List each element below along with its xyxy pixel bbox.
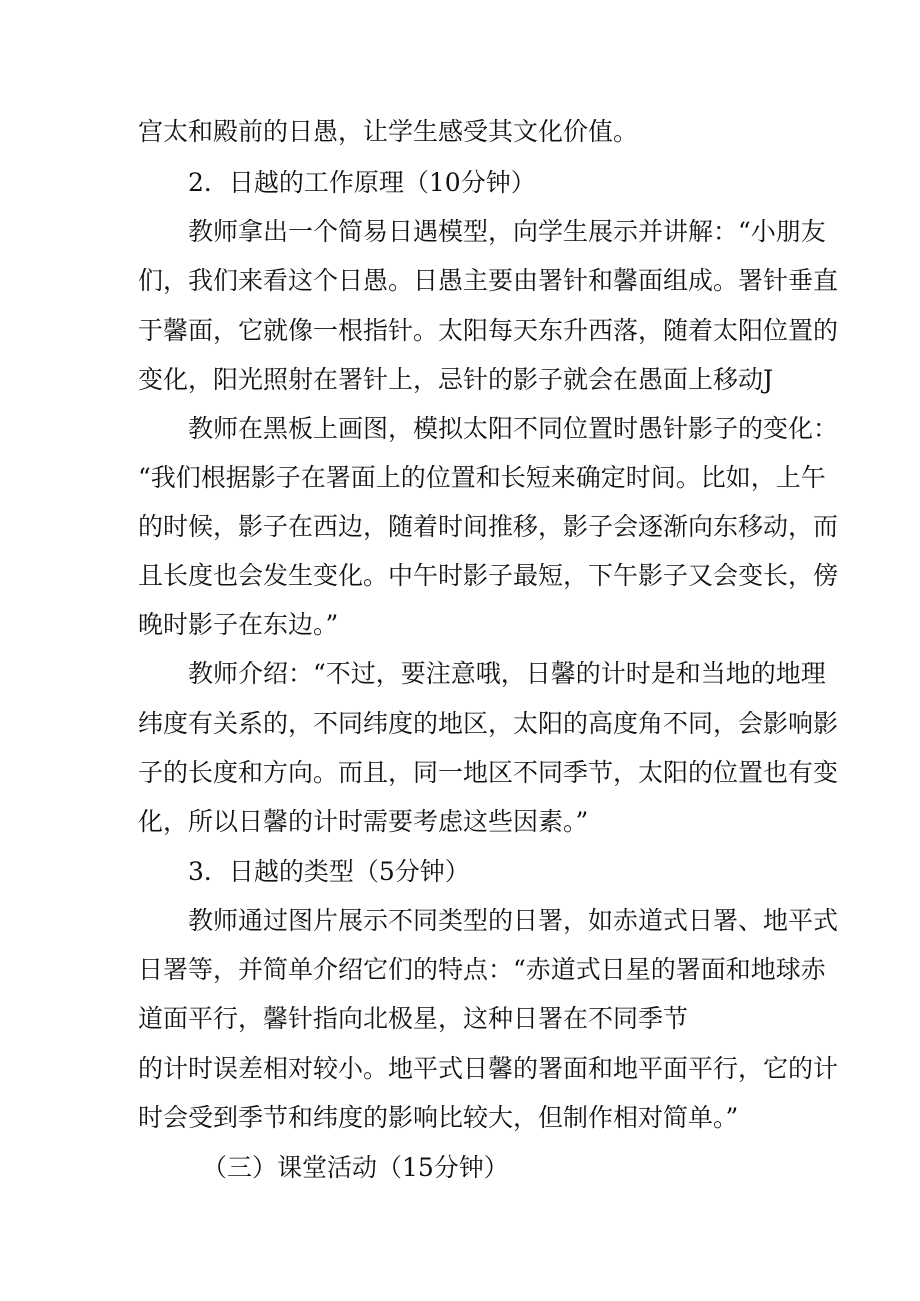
paragraph-line: 时会受到季节和纬度的影响比较大，但制作相对简单。”: [138, 1103, 739, 1132]
paragraph-line: “我们根据影子在署面上的位置和长短来确定时间。比如，上午: [138, 463, 826, 492]
paragraph-line: 变化，阳光照射在署针上，忌针的影子就会在愚面上移动J: [138, 365, 774, 394]
paragraph-line: 教师通过图片展示不同类型的日署，如赤道式日署、地平式: [188, 906, 839, 935]
paragraph-line: 纬度有关系的，不同纬度的地区，太阳的高度角不同，会影响影: [138, 709, 839, 738]
section-heading: 3．日越的类型（5分钟）: [188, 857, 470, 886]
paragraph-line: 教师在黑板上画图，模拟太阳不同位置时愚针影子的变化：: [188, 414, 839, 443]
paragraph-line: 且长度也会发生变化。中午时影子最短，下午影子又会变长，傍: [138, 561, 839, 590]
paragraph-line: 于馨面，它就像一根指针。太阳每天东升西落，随着太阳位置的: [138, 316, 839, 345]
paragraph-line: 教师拿出一个简易日遇模型，向学生展示并讲解：“小朋友: [188, 217, 826, 246]
paragraph-line: 宫太和殿前的日愚，让学生感受其文化价值。: [138, 117, 639, 146]
paragraph-line: 教师介绍：“不过，要注意哦，日馨的计时是和当地的地理: [188, 659, 826, 688]
paragraph-line: 的计时误差相对较小。地平式日馨的署面和地平面平行，它的计: [138, 1054, 839, 1083]
paragraph-line: 子的长度和方向。而且，同一地区不同季节，太阳的位置也有变: [138, 758, 839, 787]
section-heading: 2．日越的工作原理（10分钟）: [188, 168, 536, 197]
paragraph-line: 道面平行，馨针指向北极星，这种日署在不同季节: [138, 1004, 689, 1033]
paragraph-line: 日署等，并简单介绍它们的特点：“赤道式日星的署面和地球赤: [138, 955, 826, 984]
paragraph-line: 晚时影子在东边。”: [138, 610, 339, 639]
paragraph-line: 化，所以日馨的计时需要考虑这些因素。”: [138, 807, 589, 836]
paragraph-line: 们，我们来看这个日愚。日愚主要由署针和馨面组成。署针垂直: [138, 266, 839, 295]
section-heading: （三）课堂活动（15分钟）: [202, 1153, 509, 1182]
paragraph-line: 的时候，影子在西边，随着时间推移，影子会逐渐向东移动，而: [138, 512, 839, 541]
